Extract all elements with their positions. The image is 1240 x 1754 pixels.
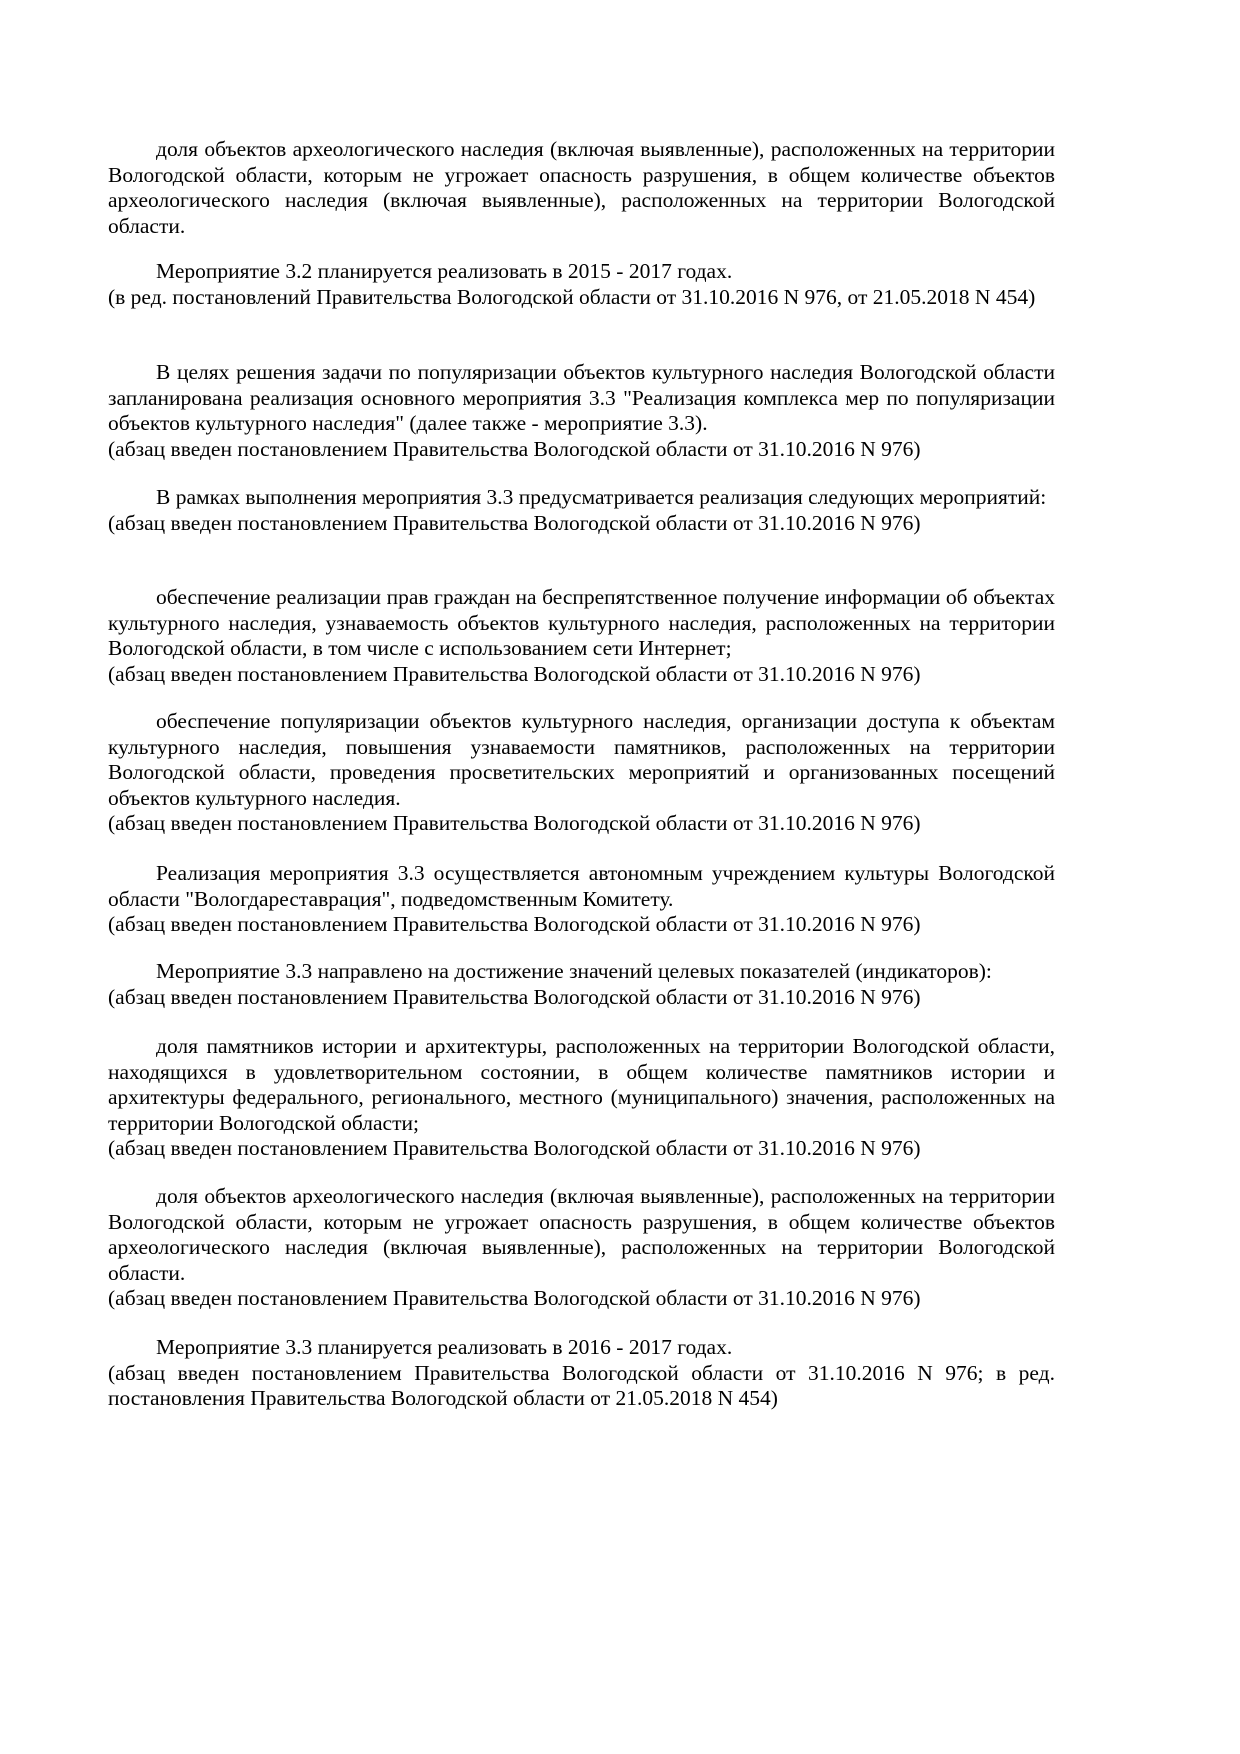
- paragraph-block: [108, 485, 1055, 536]
- paragraph: Реализация мероприятия 3.3 осуществляется автономным учреждением культуры Вологодской области "Вологдареставрация", подведомственным Комитету.: [108, 861, 1055, 911]
- paragraph: В целях решения задачи по популяризации объектов культурного наследия Вологодской области запланирована реализация основного мероприятия 3.3 "Реализация комплекса мер по популяризации объектов культурного наследия" (далее также - мероприятие 3.3).: [108, 360, 1055, 435]
- paragraph: В рамках выполнения мероприятия 3.3 предусматривается реализация следующих мероприятий:: [156, 485, 1047, 509]
- paragraph-block: [108, 1184, 1055, 1312]
- paragraph: обеспечение реализации прав граждан на беспрепятственное получение информации об объектах культурного наследия, узнаваемость объектов культурного наследия, расположенных на территории Вологодской области, в том числе с использованием сети Интернет;: [108, 585, 1055, 660]
- paragraph-block: [108, 861, 1055, 938]
- paragraph: Мероприятие 3.3 планируется реализовать в 2016 - 2017 годах.: [156, 1335, 733, 1359]
- amendment-note: (абзац введен постановлением Правительства Вологодской области от 31.10.2016 N 976): [108, 1286, 921, 1310]
- paragraph-block: [108, 259, 1055, 310]
- amendment-note: (абзац введен постановлением Правительства Вологодской области от 31.10.2016 N 976): [108, 1136, 921, 1160]
- amendment-note: (абзац введен постановлением Правительства Вологодской области от 31.10.2016 N 976; в ред. постановления Правительства Вологодской области от 21.05.2018 N 454): [108, 1360, 1055, 1410]
- amendment-note: (абзац введен постановлением Правительства Вологодской области от 31.10.2016 N 976): [108, 510, 921, 535]
- paragraph-block: [108, 137, 1055, 239]
- paragraph: Мероприятие 3.2 планируется реализовать в 2015 - 2017 годах.: [156, 259, 733, 283]
- paragraph: Мероприятие 3.3 направлено на достижение значений целевых показателей (индикаторов):: [156, 959, 992, 983]
- amendment-note: (абзац введен постановлением Правительства Вологодской области от 31.10.2016 N 976): [108, 811, 921, 835]
- paragraph: обеспечение популяризации объектов культурного наследия, организации доступа к объектам культурного наследия, повышения узнаваемости памятников, расположенных на территории Вологодской области, проведения просветительских мероприятий и организованных посещений объектов культурного наследия.: [108, 709, 1055, 810]
- amendment-note: (абзац введен постановлением Правительства Вологодской области от 31.10.2016 N 976): [108, 912, 921, 936]
- amendment-note: (в ред. постановлений Правительства Вологодской области от 31.10.2016 N 976, от 21.05.2018 N 454): [108, 284, 1036, 309]
- paragraph: доля памятников истории и архитектуры, расположенных на территории Вологодской области, находящихся в удовлетворительном состоянии, в общем количестве памятников истории и архитектуры федерального, регионального, местного (муниципального) значения, расположенных на территории Вологодской области;: [108, 1034, 1055, 1135]
- paragraph-block: [108, 585, 1055, 687]
- amendment-note: (абзац введен постановлением Правительства Вологодской области от 31.10.2016 N 976): [108, 984, 921, 1009]
- paragraph: доля объектов археологического наследия (включая выявленные), расположенных на территории Вологодской области, которым не угрожает опасность разрушения, в общем количестве объектов археологического наследия (включая выявленные), расположенных на территории Вологодской области.: [108, 1184, 1055, 1285]
- paragraph-block: [108, 360, 1055, 462]
- amendment-note: (абзац введен постановлением Правительства Вологодской области от 31.10.2016 N 976): [108, 661, 921, 686]
- paragraph-block: [108, 1034, 1055, 1162]
- paragraph-block: [108, 1335, 1055, 1412]
- amendment-note: (абзац введен постановлением Правительства Вологодской области от 31.10.2016 N 976): [108, 436, 921, 461]
- paragraph: доля объектов археологического наследия (включая выявленные), расположенных на территории Вологодской области, которым не угрожает опасность разрушения, в общем количестве объектов археологического наследия (включая выявленные), расположенных на территории Вологодской области.: [108, 137, 1055, 238]
- paragraph-block: [108, 959, 1055, 1010]
- paragraph-block: [108, 709, 1055, 837]
